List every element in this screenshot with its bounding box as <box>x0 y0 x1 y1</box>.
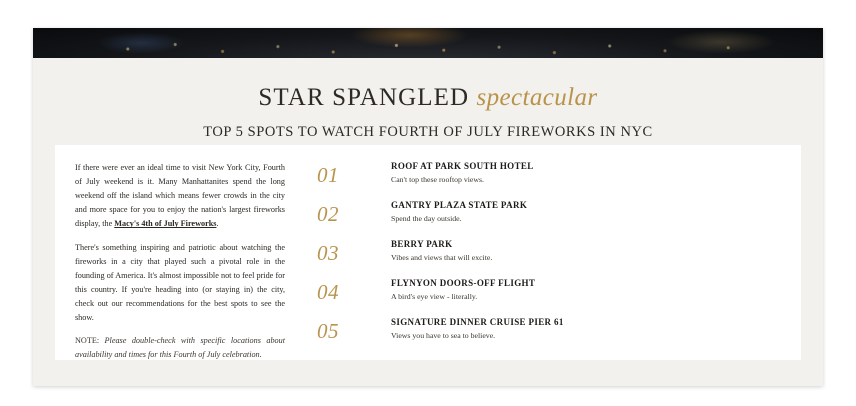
intro-note <box>75 334 285 362</box>
list-item-title: SIGNATURE DINNER CRUISE PIER 61 <box>391 317 564 327</box>
hero-glow-left <box>96 32 186 54</box>
list-item-rank: 02 <box>317 202 339 226</box>
list-item-text <box>391 239 801 262</box>
list-item-title: FLYNYON DOORS-OFF FLIGHT <box>391 278 536 288</box>
list-item[interactable] <box>317 317 801 356</box>
list-item-title: ROOF AT PARK SOUTH HOTEL <box>391 161 534 171</box>
list-item[interactable] <box>317 161 801 200</box>
list-item-description: Views you have to sea to believe. <box>391 331 496 340</box>
list-item-title: BERRY PARK <box>391 239 453 249</box>
intro-column <box>55 161 303 360</box>
page-title-accent: spectacular <box>476 84 598 111</box>
list-item-description: Vibes and views that will excite. <box>391 253 493 262</box>
list-item-description: Spend the day outside. <box>391 214 462 223</box>
hero-glow-right <box>666 30 776 54</box>
page-title <box>33 84 823 112</box>
list-item-rank: 04 <box>317 280 339 304</box>
list-item-text <box>391 278 801 301</box>
list-item-rank: 03 <box>317 241 339 265</box>
page-title-main: STAR SPANGLED <box>258 84 470 111</box>
page-subtitle: TOP 5 SPOTS TO WATCH FOURTH OF JULY FIREWORKS IN NYC <box>203 124 653 140</box>
title-block <box>33 58 823 141</box>
list-item-text <box>391 317 801 340</box>
list-item[interactable] <box>317 239 801 278</box>
list-item-title: GANTRY PLAZA STATE PARK <box>391 200 528 210</box>
hero-skyline-image <box>33 28 823 58</box>
list-item[interactable] <box>317 200 801 239</box>
list-item-rank: 01 <box>317 163 339 187</box>
intro-paragraph-1 <box>75 161 285 232</box>
list-item[interactable] <box>317 278 801 317</box>
list-item-text <box>391 161 801 184</box>
list-item-text <box>391 200 801 223</box>
hero-glow-center <box>349 28 469 48</box>
note-label: NOTE: <box>75 336 100 346</box>
content-panel <box>55 145 801 360</box>
list-item-description: Can't top these rooftop views. <box>391 175 485 184</box>
list-item-rank: 05 <box>317 319 339 343</box>
spots-list <box>303 161 801 360</box>
intro-p1-text-after: . <box>216 219 219 229</box>
list-item-description: A bird's eye view - literally. <box>391 292 478 301</box>
intro-paragraph-2: There's something inspiring and patriotic about watching the fireworks in a city that played such a pivotal role in the founding of America. It's almost impossible not to feel pride for this country. If you're heading into (or staying in) the city, check out our recommendations for the best spots to see the show. <box>75 242 285 323</box>
article-card <box>33 28 823 386</box>
macys-fireworks-link[interactable]: Macy's 4th of July Fireworks <box>114 219 217 229</box>
note-text: Please double-check with specific locations about availability and times for this Fourth of July celebration. <box>75 336 285 360</box>
intro-p1-text-before: If there were ever an ideal time to visit New York City, Fourth of July weekend is it. Many Manhattanites spend the long weekend off the island which means fewer crowds in the city and more space for you to enjoy the nation's largest fireworks display, the <box>75 163 285 229</box>
